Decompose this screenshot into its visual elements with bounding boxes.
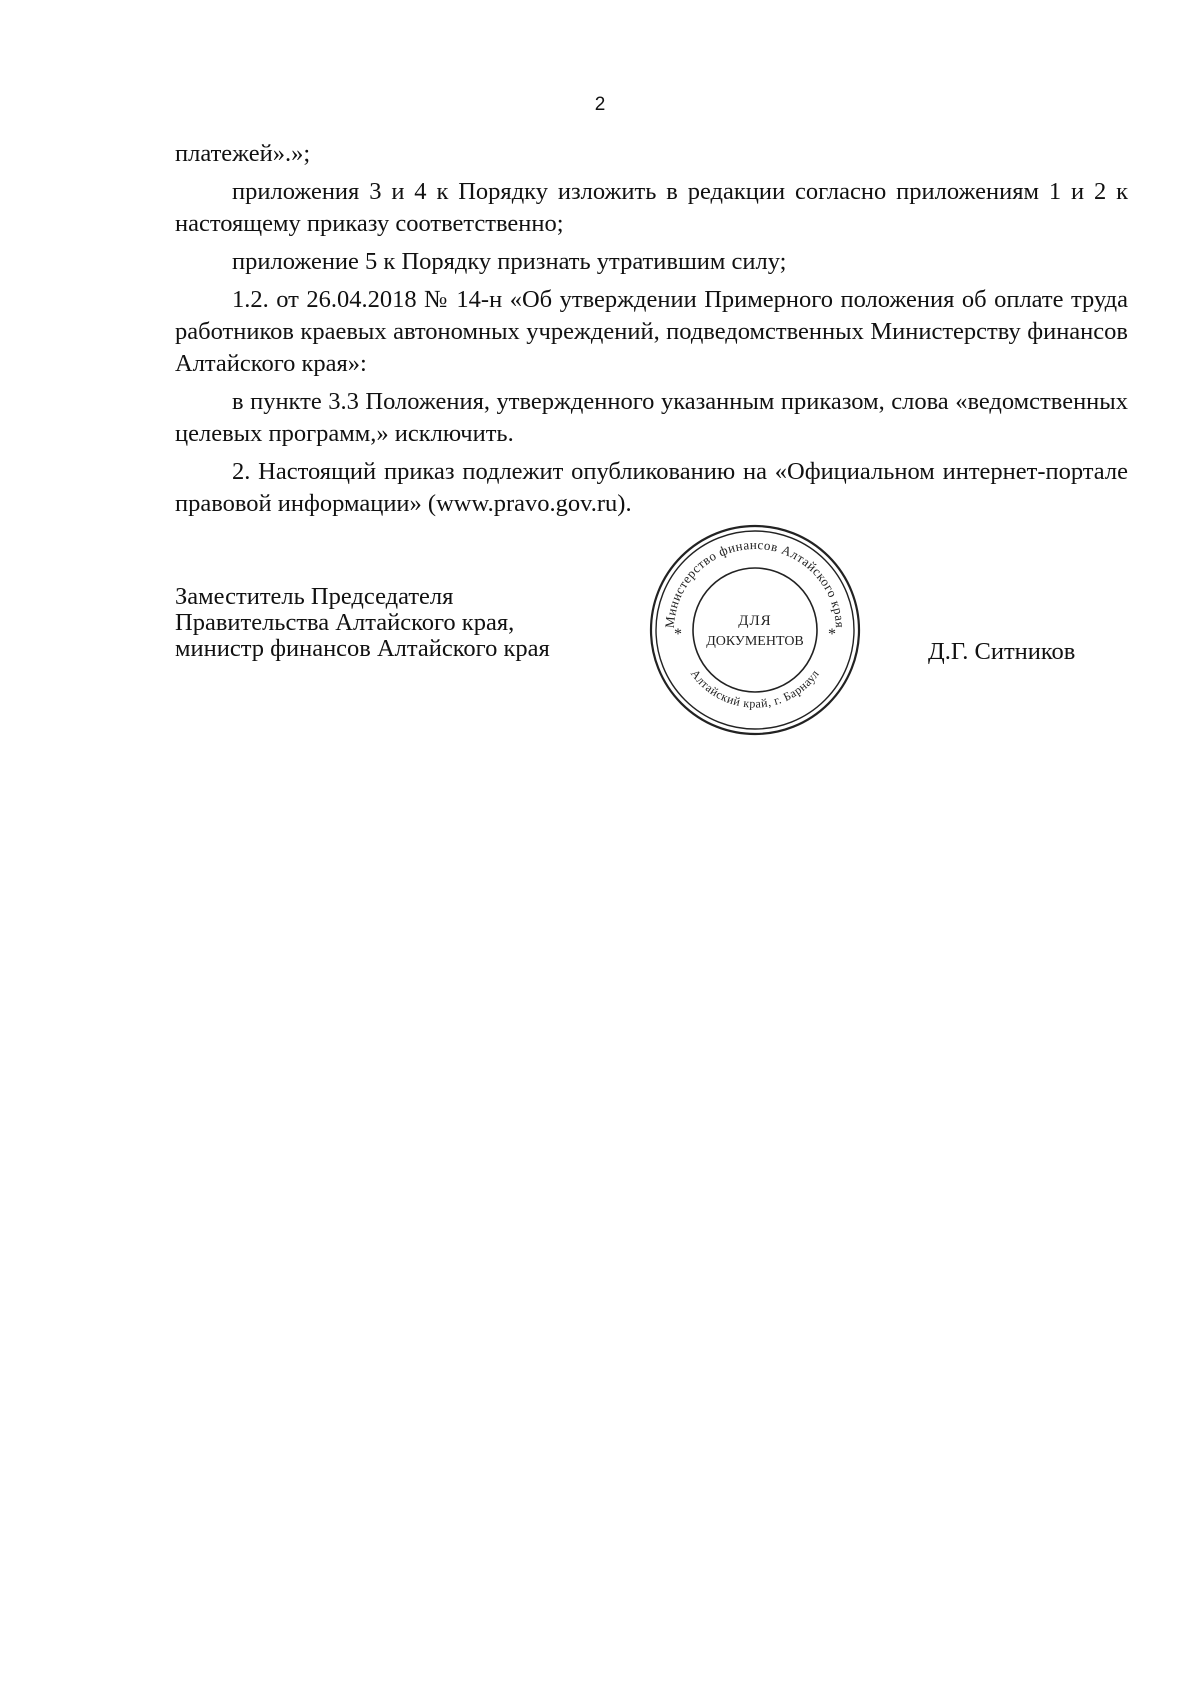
paragraph-order-1-2: 1.2. от 26.04.2018 № 14-н «Об утверждении Примерного положения об оплате труда работников краевых автономных учреждений, подведомственных Министерству финансов Алтайского края»: <box>175 286 1128 377</box>
seal-ring-bottom-text: Алтайский край, г. Барнаул <box>687 666 823 711</box>
official-seal <box>646 521 864 739</box>
seal-ring-top-text: Министерство финансов Алтайского края <box>661 536 849 629</box>
paragraph-clause-3-3: в пункте 3.3 Положения, утвержденного указанным приказом, слова «ведомственных целевых программ,» исключить. <box>175 388 1128 447</box>
seal-center-line-1: ДЛЯ <box>738 613 772 629</box>
paragraph-publication: 2. Настоящий приказ подлежит опубликованию на «Официальном интернет-портале правовой информации» (www.pravo.gov.ru). <box>175 458 1128 517</box>
signatory-position <box>175 584 550 662</box>
document-body <box>175 138 1128 520</box>
signatory-position-line: Правительства Алтайского края, <box>175 609 515 636</box>
paragraph-appendices-3-4: приложения 3 и 4 к Порядку изложить в редакции согласно приложениям 1 и 2 к настоящему приказу соответственно; <box>175 178 1128 237</box>
paragraph-appendix-5: приложение 5 к Порядку признать утратившим силу; <box>232 248 787 275</box>
svg-text:*: * <box>828 626 836 643</box>
signatory-position-line: министр финансов Алтайского края <box>175 635 550 662</box>
svg-text:*: * <box>674 626 682 643</box>
paragraph-continuation: платежей».»; <box>175 140 311 167</box>
svg-text:Алтайский край, г. Барнаул <box>688 667 822 711</box>
signatory-position-line: Заместитель Председателя <box>175 583 454 610</box>
signatory-name: Д.Г. Ситников <box>928 638 1076 665</box>
page-number: 2 <box>594 94 606 115</box>
seal-center-line-2: ДОКУМЕНТОВ <box>706 634 804 649</box>
